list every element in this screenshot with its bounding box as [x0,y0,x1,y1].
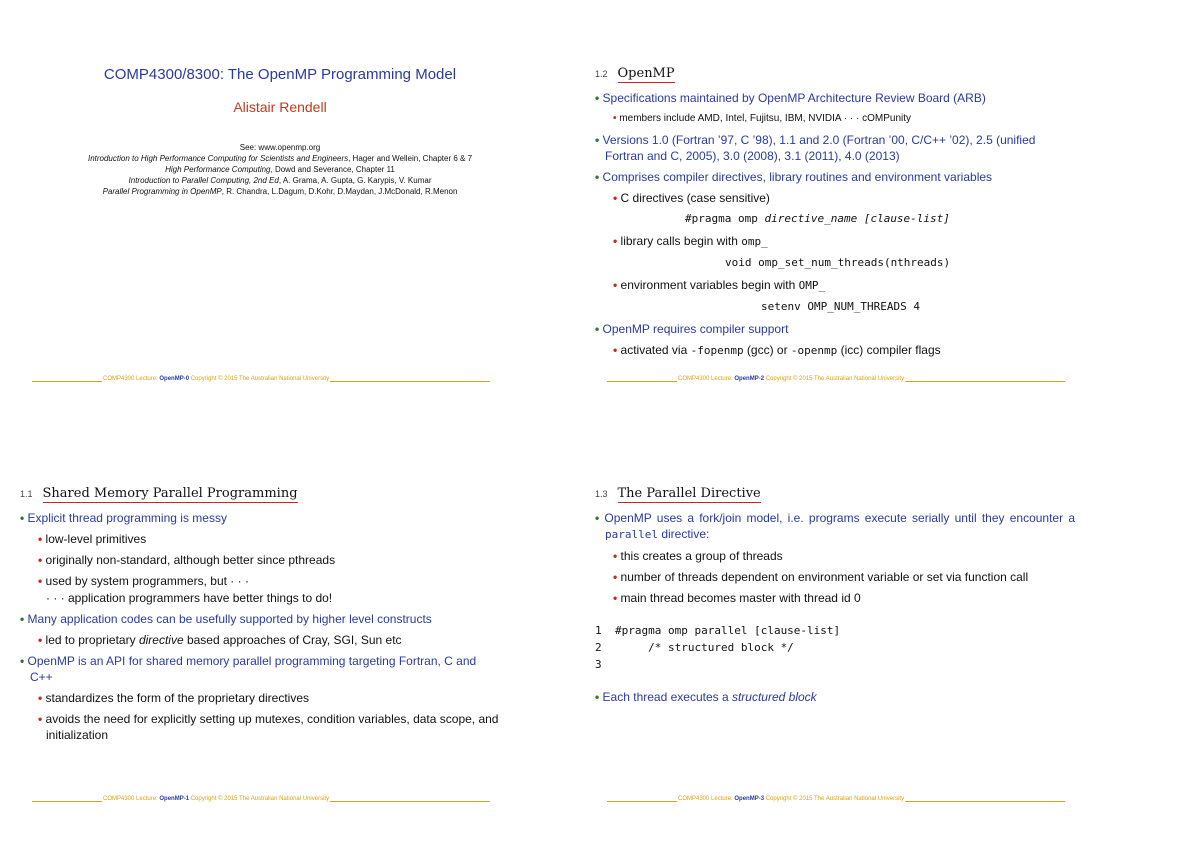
bullet: • Many application codes can be usefully supported by higher level constructs [20,612,432,626]
footer-text: COMP4300 Lecture: OpenMP-0 Copyright © 2015 The Australian National University [103,376,330,382]
slide-openmp [595,20,1155,420]
slide-footer [607,797,1065,805]
slide-body [595,90,1075,364]
section-title: Shared Memory Parallel Programming [42,486,298,501]
code-line: 3 [595,658,602,671]
bullet: • Explicit thread programming is messy [20,511,227,525]
bullet: • OpenMP uses a fork/join model, i.e. programs execute serially until they encounter a parallel directive: [595,511,1075,541]
slide-body [20,510,500,748]
bullet: • Comprises compiler directives, library routines and environment variables [595,170,993,184]
code-line: 1 #pragma omp parallel [clause-list] [595,624,841,637]
footer-text: COMP4300 Lecture: OpenMP-2 Copyright © 2015 The Australian National University [678,376,905,382]
see-link: See: www.openmp.org [239,143,321,152]
sub-bullet: • main thread becomes master with thread id 0 [613,591,861,605]
sub-bullet: • used by system programmers, but · · · [38,574,249,588]
sub-bullet: • activated via -fopenmp (gcc) or -openmp (icc) compiler flags [613,343,941,357]
sub-bullet: • avoids the need for explicitly setting up mutexes, condition variables, data scope, and initialization [38,712,499,742]
section-number: 1.3 [595,489,608,499]
bullet: • Versions 1.0 (Fortran ’97, C ’98), 1.1 and 2.0 (Fortran ’00, C/C++ ’02), 2.5 (unified Fortran and C, 2005), 3.0 (2008), 3.1 (2011), 4.0 (2013) [595,133,1036,163]
code-line: 2 /* structured block */ [595,641,794,654]
reference-4: Parallel Programming in OpenMP, R. Chandra, L.Dagum, D.Kohr, D.Maydan, J.McDonald, R.Menon [102,187,458,196]
section-number: 1.1 [20,489,33,499]
sub-bullet: • standardizes the form of the proprietary directives [38,691,310,705]
lecture-author: Alistair Rendell [233,99,327,115]
sub-bullet: • originally non-standard, although better since pthreads [38,553,336,567]
footer-text: COMP4300 Lecture: OpenMP-3 Copyright © 2015 The Australian National University [678,796,905,802]
sub-bullet: • number of threads dependent on environment variable or set via function call [613,570,1029,584]
code-line: void omp_set_num_threads(nthreads) [725,256,951,269]
lecture-title: COMP4300/8300: The OpenMP Programming Model [103,66,457,83]
sub-bullet: • C directives (case sensitive) [613,191,770,205]
bullet: • Specifications maintained by OpenMP Architecture Review Board (ARB) [595,91,986,105]
section-heading [595,486,761,501]
section-title: The Parallel Directive [617,486,761,501]
section-heading [20,486,298,501]
reference-2: High Performance Computing, Dowd and Severance, Chapter 11 [165,165,395,174]
footer-text: COMP4300 Lecture: OpenMP-1 Copyright © 2015 The Australian National University [103,796,330,802]
sub-bullet: • library calls begin with omp_ [613,234,768,248]
bullet: • OpenMP requires compiler support [595,322,789,336]
code-line: setenv OMP_NUM_THREADS 4 [761,300,920,313]
section-title: OpenMP [617,66,675,81]
code-line: #pragma omp directive_name [clause-list] [685,212,950,225]
slide-parallel-directive [595,440,1155,840]
sub-bullet: • this creates a group of threads [613,549,783,563]
bullet: • Each thread executes a structured block [595,690,817,704]
sub-bullet: • environment variables begin with OMP_ [613,278,826,292]
slide-footer [607,377,1065,385]
slide-body [595,510,1075,710]
bullet: • OpenMP is an API for shared memory parallel programming targeting Fortran, C and C++ [20,654,477,684]
sub-bullet: • members include AMD, Intel, Fujitsu, IBM, NVIDIA · · · cOMPunity [613,113,912,124]
slide-footer [32,377,490,385]
code-listing [595,622,1075,673]
sub-bullet: • led to proprietary directive based approaches of Cray, SGI, Sun etc [38,633,402,647]
reference-3: Introduction to Parallel Computing, 2nd Ed, A. Grama, A. Gupta, G. Karypis, V. Kumar [128,176,432,185]
slide-footer [32,797,490,805]
section-number: 1.2 [595,69,608,79]
sub-bullet: • low-level primitives [38,532,147,546]
references [20,142,540,197]
slide-shared-memory [20,440,580,840]
reference-1: Introduction to High Performance Computing for Scientists and Engineers, Hager and Wellein, Chapter 6 & 7 [87,154,473,163]
section-heading [595,66,675,81]
slide-title [20,20,580,420]
sub-bullet-continuation: · · · application programmers have better things to do! [46,591,333,605]
